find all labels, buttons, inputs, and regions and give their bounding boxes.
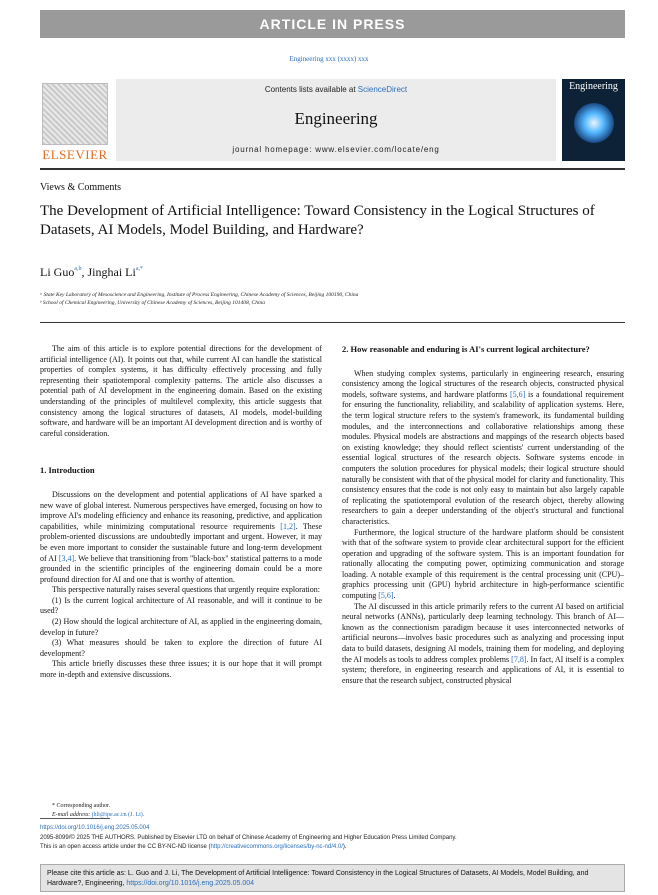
paragraph: This article briefly discusses these three issues; it is our hope that it will prompt more in-depth and extensive discussions. — [40, 659, 322, 680]
email-link[interactable]: jhli@ipe.ac.cn (J. Li). — [91, 812, 145, 818]
paragraph: Discussions on the development and potential applications of AI have sparked a new wave of global interest. Numerous perspectives have emerged, focusing on how to improve AI's modeling efficiency and enhance its reasoning, predictive, and application capabilities, while minimizing computational resource requirements [1,2]. These problem-oriented discussions are undoubtedly important and urgent. However, it may be even more important to consider the sustainable future and long-term development of AI [3,4]. We believe that transitioning from "black-box" statistical patterns to a mode grounded in the scientific principles of the engineering domain could be a more profound direction for AI and one that is worthy of attention. — [40, 489, 322, 584]
citation-link[interactable]: [3,4] — [58, 553, 75, 563]
journal-masthead — [116, 79, 556, 161]
elsevier-wordmark: ELSEVIER — [42, 147, 108, 162]
abstract: The aim of this article is to explore potential directions for the development of artificial intelligence (AI). It points out that, while current AI can handle the statistical properties of complex systems, it has difficulty effectively processing and fully representing their spatiotemporal complexity patterns. The article also discusses a potential path of AI development in the engineering domain. Based on the existing understanding of the principles of multilevel complexity, this article suggests that consistency among the logical structures of datasets, AI models, model-building software, and hardware will be an important AI development direction and is worthy of careful consideration. — [40, 344, 322, 438]
citation-link[interactable]: [1,2] — [280, 521, 296, 531]
section-heading-introduction: 1. Introduction — [40, 465, 95, 476]
title-divider — [40, 322, 625, 323]
cover-title: Engineering — [569, 81, 618, 92]
journal-homepage[interactable]: journal homepage: www.elsevier.com/locate/eng — [232, 145, 440, 154]
elsevier-tree-icon — [42, 83, 108, 145]
contents-available-line — [116, 85, 556, 94]
journal-header — [40, 79, 625, 164]
sciencedirect-link[interactable]: ScienceDirect — [357, 85, 408, 94]
author-affiliation-mark[interactable]: a,b — [74, 266, 82, 272]
doi-link[interactable]: https://doi.org/10.1016/j.eng.2025.05.004 — [40, 825, 150, 831]
right-column — [342, 344, 624, 686]
corresponding-label: * Corresponding author. — [52, 803, 111, 809]
section-heading-2: 2. How reasonable and enduring is AI's current logical architecture? — [342, 344, 590, 354]
paragraph: When studying complex systems, particularly in engineering research, ensuring consistency among the logical structures of the research objects, constructed physical models, software systems, and hardware platforms [5,6] is a foundational requirement for ensuring the functionality, reliability, and scalability of application systems. Here, the term logical structure refers to the system's framework, its fundamental building modules, and the interconnections and collaborative relationships among these modules. Physical models are abstractions and mappings of the research objects based on existing knowledge; they should reflect scientists' current understanding of the essential logical structures of the research objects. Software systems encode in computers the solution procedures for physical models; their logical structure should naturally be consistent with that of the physical model for clarity and functionality. This consistency ensures that the code is not only easy to maintain but also largely capable of replicating the spatiotemporal evolution of the research object, thereby allowing researchers to gain a deeper understanding of the object's structural and functional characteristics. — [342, 368, 624, 526]
author-list: Li Guo$^{a,b}$, Jinghai $Li^{a,*}$ — [40, 265, 144, 279]
question-item: (1) Is the current logical architecture of AI reasonable, and will it continue to be used? — [40, 595, 322, 616]
contents-prefix: Contents lists available at — [264, 85, 358, 94]
paragraph: Furthermore, the logical structure of the hardware platform should be consistent with that of the software system to provide clear architectural support for the efficient operation and upgrading of the software system. This is an important foundation for rationally allocating the computing power, optimizing communication and storage loading. A notable example of this requirement is the central processing unit (CPU)–graphics processing unit (GPU) hybrid architecture in high-performance scientific computing [5,6]. — [342, 527, 624, 601]
paragraph: The AI discussed in this article primarily refers to the current AI based on artificial neural networks (ANNs), particularly deep learning technology. This branch of AI—known as the connectionism paradigm because it uses interconnected networks of artificial neurons—involves basic procedures such as analyzing and processing input data to build datasets, designing AI models, training them for modeling, and deploying the AI models as tools to address complex problems [7,8]. In fact, AI itself is a complex system; therefore, in engineering research and applications of AI, it is essential to ensure that the research subject, constructed physical — [342, 601, 624, 685]
affiliation-a: ᵃ State Key Laboratory of Mesoscience and Engineering, Institute of Process Engineering, Chinese Academy of Sciences, Beijing 100190, China — [40, 292, 359, 298]
left-column — [40, 344, 322, 681]
paragraph: This perspective naturally raises several questions that urgently require exploration: — [52, 585, 320, 595]
email-line — [52, 811, 144, 820]
cover-glow-graphic — [574, 103, 614, 143]
journal-reference-link[interactable]: Engineering xxx (xxxx) xxx — [289, 55, 369, 63]
article-type: Views & Comments — [40, 182, 122, 193]
author-name[interactable]: Jinghai Li — [87, 265, 136, 279]
journal-cover-image[interactable] — [562, 79, 625, 161]
article-title: The Development of Artificial Intelligence: Toward Consistency in the Logical Structures of Datasets, AI Models, Model Building, and Hardware? — [40, 203, 595, 238]
affiliation-b: ᵇ School of Chemical Engineering, University of Chinese Academy of Sciences, Beijing 101408, China — [40, 300, 266, 306]
citation-doi-link[interactable]: https://doi.org/10.1016/j.eng.2025.05.004 — [126, 880, 255, 887]
elsevier-logo[interactable] — [40, 79, 110, 161]
corresponding-author-footnote — [52, 802, 144, 820]
journal-title: Engineering — [294, 109, 378, 128]
copyright-line: 2095-8099/© 2025 THE AUTHORS. Published by Elsevier LTD on behalf of Chinese Academy of Engineering and Higher Education Press Limited Company. — [40, 835, 457, 841]
citation-link[interactable]: [5,6] — [510, 389, 526, 399]
author-name[interactable]: Li Guo — [40, 265, 75, 279]
header-divider — [40, 168, 625, 170]
citation-link[interactable]: [7,8] — [511, 654, 527, 664]
question-item: (3) What measures should be taken to explore the direction of future AI development? — [40, 638, 322, 658]
citation-link[interactable]: [5,6] — [378, 591, 394, 601]
author-affiliation-mark[interactable]: a,* — [135, 266, 144, 272]
question-item: (2) How should the logical architecture of AI, as applied in the engineering domain, develop in future? — [40, 617, 322, 637]
citation-text: Please cite this article as: L. Guo and J. Li, The Development of Artificial Intelligence: Toward Consistency in the Logical Structures of Datasets, AI Models, Model Building, and Hardware?, Engineering, — [47, 870, 589, 887]
citation-box — [40, 864, 625, 892]
copyright-notice — [40, 834, 625, 852]
article-in-press-banner: ARTICLE IN PRESS — [40, 10, 625, 38]
affiliations — [40, 291, 625, 307]
email-label: E-mail address: — [52, 812, 92, 818]
license-link[interactable]: http://creativecommons.org/licenses/by-nc-nd/4.0/ — [210, 844, 343, 850]
license-line: This is an open access article under the CC BY-NC-ND license (http://creativecommons.org/licenses/by-nc-nd/4.0/). — [40, 844, 347, 850]
